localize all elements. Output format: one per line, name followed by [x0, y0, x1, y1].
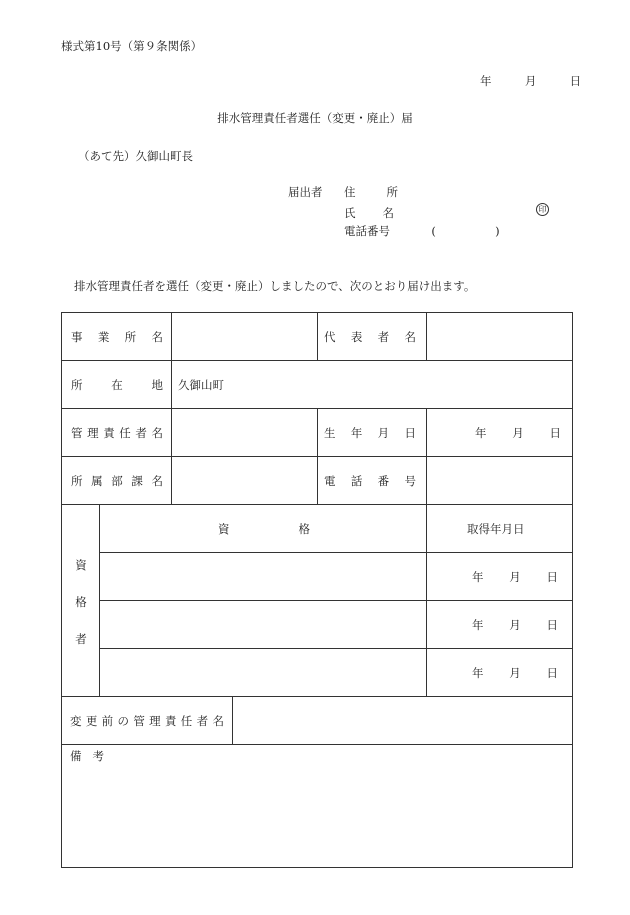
label-char: 前: [101, 714, 114, 728]
label-char: 者: [377, 330, 390, 344]
label-char: 備: [70, 749, 82, 763]
label-char: 部: [111, 474, 123, 488]
representative-name-field[interactable]: [427, 314, 571, 359]
representative-name-label: [324, 329, 416, 345]
date-char: 日: [546, 570, 558, 584]
date-month: 月: [524, 74, 537, 88]
label-char: 号: [404, 474, 416, 488]
label-char: 名: [404, 330, 416, 344]
seal-mark: 印: [536, 203, 549, 216]
qualification-field[interactable]: [100, 554, 425, 599]
label-char: 格: [298, 522, 310, 536]
department-field[interactable]: [172, 458, 316, 503]
notification-table: [61, 312, 573, 868]
intro-statement: 排水管理責任者を選任（変更・廃止）しましたので、次のとおり届け出ます。: [74, 279, 476, 293]
acquired-date-field[interactable]: [472, 665, 558, 681]
label-char: 者: [135, 426, 147, 440]
label-char: 名: [151, 426, 163, 440]
office-name-field[interactable]: [172, 314, 316, 359]
label-char: 属: [91, 474, 103, 488]
label-char: 管: [71, 426, 83, 440]
addressee: （あて先）久御山町長: [78, 149, 193, 163]
birthdate-field[interactable]: [475, 425, 561, 441]
phone-number-field[interactable]: [427, 458, 571, 503]
location-label: [71, 377, 163, 393]
document-title: 排水管理責任者選任（変更・廃止）届: [217, 111, 413, 125]
date-char: 年: [472, 570, 484, 584]
applicant-name-label: [344, 205, 394, 221]
birthdate-label: [324, 425, 416, 441]
label-char: 年: [350, 426, 363, 440]
previous-manager-label: [70, 713, 224, 729]
date-char: 月: [509, 666, 521, 680]
form-number: 様式第10号（第９条関係）: [61, 39, 203, 53]
previous-manager-field[interactable]: [233, 698, 571, 743]
label-char: 変: [70, 714, 82, 728]
date-char: 月: [512, 426, 524, 440]
address-char: 所: [386, 185, 398, 199]
department-label: [71, 473, 163, 489]
phone-paren-close: ): [495, 224, 500, 238]
office-name-label: [71, 329, 163, 345]
date-day: 日: [569, 74, 582, 88]
label-char: 考: [92, 749, 104, 763]
name-char: 名: [382, 206, 394, 220]
label-char: 生: [324, 426, 336, 440]
date-char: 年: [472, 618, 484, 632]
label-char: 在: [111, 378, 123, 392]
remarks-label: [70, 748, 104, 764]
label-char: 理: [87, 426, 99, 440]
label-char: 名: [151, 330, 163, 344]
date-char: 日: [549, 426, 561, 440]
date-year: 年: [480, 74, 492, 88]
label-char: 地: [151, 378, 163, 392]
applicant-phone-label: [344, 223, 500, 239]
label-char: 任: [119, 426, 131, 440]
label-char: 者: [196, 714, 209, 728]
acquired-date-field[interactable]: [472, 569, 558, 585]
label-char: 理: [149, 714, 161, 728]
label-char: 表: [350, 330, 363, 344]
label-char: 者: [75, 632, 87, 646]
qualification-field[interactable]: [100, 650, 425, 695]
submission-date: [480, 73, 581, 89]
qualification-header: [218, 521, 310, 537]
address-char: 住: [344, 185, 356, 199]
phone-paren-open: (: [431, 224, 436, 238]
label-char: 所: [71, 474, 83, 488]
label-char: 責: [164, 714, 177, 728]
applicant-label: 届出者: [288, 185, 323, 199]
phone-label: 電話番号: [344, 224, 390, 238]
label-char: 電: [324, 474, 336, 488]
label-char: 任: [180, 714, 193, 728]
acquired-date-header: 取得年月日: [467, 522, 525, 536]
label-char: 更: [85, 714, 98, 728]
label-char: 業: [97, 330, 110, 344]
label-char: 所: [71, 378, 83, 392]
phone-number-label: [324, 473, 416, 489]
date-char: 月: [509, 570, 521, 584]
label-char: の: [117, 714, 129, 728]
label-char: 資: [218, 522, 230, 536]
remarks-field[interactable]: [63, 765, 571, 865]
date-char: 年: [472, 666, 484, 680]
label-char: 代: [324, 330, 336, 344]
label-char: 月: [377, 426, 390, 440]
label-char: 責: [103, 426, 115, 440]
label-char: 日: [404, 426, 416, 440]
label-char: 名: [151, 474, 163, 488]
date-char: 月: [509, 618, 521, 632]
label-char: 事: [71, 330, 83, 344]
applicant-address-label: [344, 184, 398, 200]
label-char: 課: [131, 474, 143, 488]
manager-name-label: [71, 425, 163, 441]
acquired-date-field[interactable]: [472, 617, 558, 633]
qualification-field[interactable]: [100, 602, 425, 647]
manager-name-field[interactable]: [172, 410, 316, 455]
label-char: 番: [377, 474, 390, 488]
qualifier-label: [72, 557, 90, 647]
date-char: 年: [475, 426, 487, 440]
label-char: 格: [75, 595, 87, 609]
label-char: 名: [212, 714, 224, 728]
date-char: 日: [546, 618, 558, 632]
label-char: 話: [350, 474, 363, 488]
label-char: 管: [133, 714, 145, 728]
name-char: 氏: [344, 206, 356, 220]
location-value[interactable]: 久御山町: [178, 378, 224, 392]
label-char: 所: [124, 330, 137, 344]
label-char: 資: [75, 558, 87, 572]
date-char: 日: [546, 666, 558, 680]
